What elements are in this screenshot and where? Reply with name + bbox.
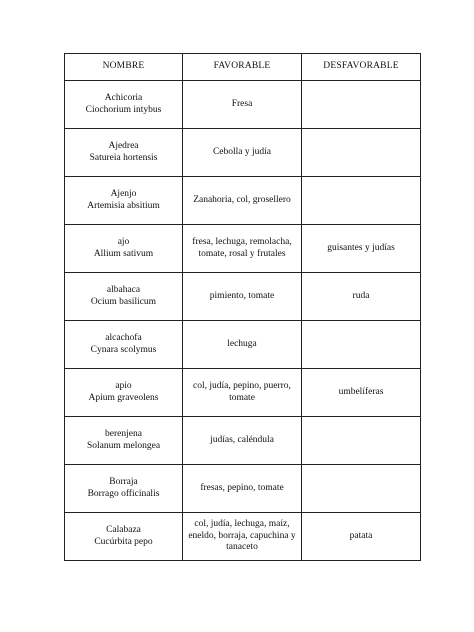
plant-common-name: Achicoria	[104, 93, 143, 103]
plant-name-cell	[65, 273, 183, 321]
table-header-row	[65, 54, 421, 81]
plant-name-cell	[65, 321, 183, 369]
favorable-cell: Fresa	[183, 81, 302, 129]
unfavorable-cell: guisantes y judías	[302, 225, 421, 273]
table-row	[65, 225, 421, 273]
plant-common-name: albahaca	[106, 285, 141, 295]
favorable-cell: pimiento, tomate	[183, 273, 302, 321]
plant-common-name: Ajedrea	[108, 141, 139, 151]
favorable-cell: Zanahoria, col, grosellero	[183, 177, 302, 225]
companion-plants-table	[64, 53, 421, 561]
unfavorable-cell	[302, 321, 421, 369]
plant-name-cell	[65, 81, 183, 129]
plant-name-cell	[65, 417, 183, 465]
plant-scientific-name: Cucúrbita pepo	[94, 536, 153, 547]
table-row	[65, 321, 421, 369]
plant-name-cell	[65, 369, 183, 417]
favorable-cell: Cebolla y judía	[183, 129, 302, 177]
favorable-cell: judías, caléndula	[183, 417, 302, 465]
unfavorable-cell	[302, 417, 421, 465]
favorable-cell: col, judía, pepino, puerro, tomate	[183, 369, 302, 417]
unfavorable-cell	[302, 81, 421, 129]
plant-common-name: berenjena	[105, 429, 142, 439]
plant-scientific-name: Satureia hortensis	[89, 152, 158, 163]
favorable-cell: col, judía, lechuga, maíz, eneldo, borraja, capuchina y tanaceto	[183, 513, 302, 561]
table-row	[65, 465, 421, 513]
unfavorable-cell	[302, 465, 421, 513]
table-row	[65, 81, 421, 129]
plant-scientific-name: Ciochorium intybus	[85, 104, 162, 115]
unfavorable-cell: umbelíferas	[302, 369, 421, 417]
header-nombre: NOMBRE	[65, 54, 183, 81]
table-row	[65, 513, 421, 561]
unfavorable-cell: ruda	[302, 273, 421, 321]
unfavorable-cell: patata	[302, 513, 421, 561]
plant-common-name: Borraja	[109, 477, 138, 487]
plant-common-name: Ajenjo	[110, 189, 137, 199]
plant-scientific-name: Solanum melongea	[86, 440, 161, 451]
plant-name-cell	[65, 129, 183, 177]
table-row	[65, 417, 421, 465]
plant-scientific-name: Allium sativum	[93, 248, 154, 259]
plant-common-name: ajo	[117, 237, 130, 247]
plant-scientific-name: Ocium basilicum	[90, 296, 157, 307]
unfavorable-cell	[302, 177, 421, 225]
table-row	[65, 129, 421, 177]
plant-scientific-name: Artemisia absitium	[87, 200, 160, 211]
plant-scientific-name: Apium graveolens	[88, 392, 159, 403]
plant-common-name: Calabaza	[106, 525, 141, 535]
favorable-cell: lechuga	[183, 321, 302, 369]
plant-scientific-name: Cynara scolymus	[90, 344, 157, 355]
table-row	[65, 177, 421, 225]
plant-name-cell	[65, 225, 183, 273]
unfavorable-cell	[302, 129, 421, 177]
plant-name-cell	[65, 177, 183, 225]
favorable-cell: fresa, lechuga, remolacha, tomate, rosal y frutales	[183, 225, 302, 273]
favorable-cell: fresas, pepino, tomate	[183, 465, 302, 513]
plant-name-cell	[65, 465, 183, 513]
plant-common-name: apio	[115, 381, 132, 391]
table-row	[65, 369, 421, 417]
plant-common-name: alcachofa	[105, 333, 142, 343]
plant-scientific-name: Borrago officinalis	[87, 488, 160, 499]
table-row	[65, 273, 421, 321]
plant-name-cell	[65, 513, 183, 561]
header-desfavorable: DESFAVORABLE	[302, 54, 421, 81]
header-favorable: FAVORABLE	[183, 54, 302, 81]
